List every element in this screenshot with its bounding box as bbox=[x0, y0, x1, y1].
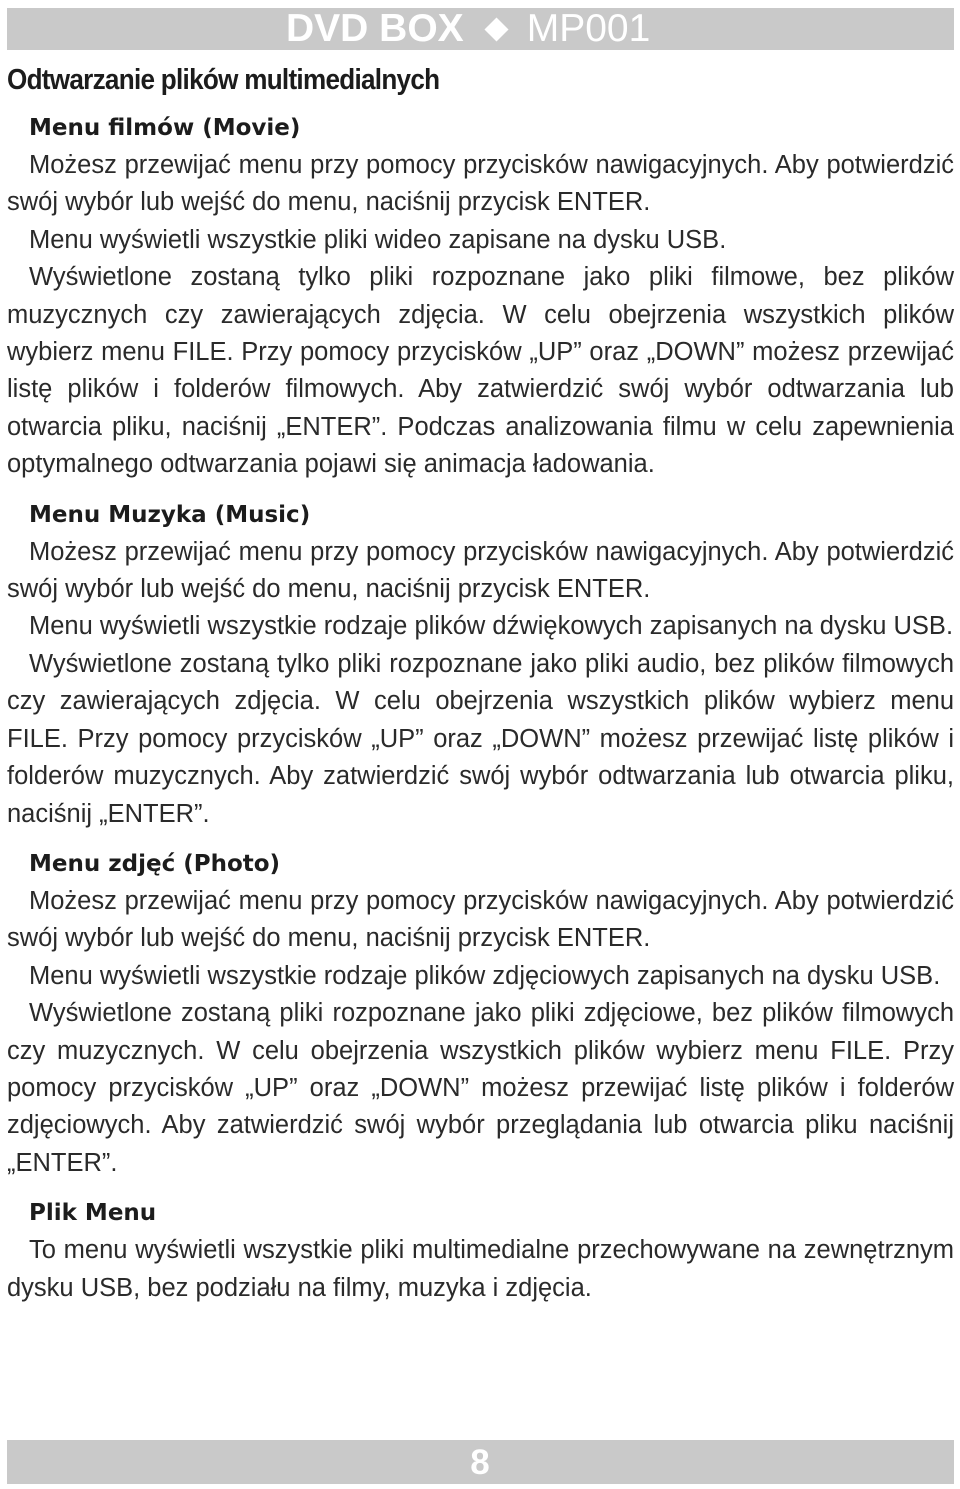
spacer bbox=[7, 833, 954, 846]
paragraph: Możesz przewijać menu przy pomocy przycisków nawigacyjnych. Aby potwierdzić swój wybór lub wejść do menu, naciśnij przycisk ENTER. bbox=[7, 151, 954, 217]
section-heading: Menu zdjęć (Photo) bbox=[29, 850, 281, 877]
page-number: 8 bbox=[470, 1443, 490, 1482]
content bbox=[7, 110, 954, 1307]
section-file bbox=[7, 1195, 954, 1307]
page-title: Odtwarzanie plików multimedialnych bbox=[7, 64, 440, 96]
section-photo bbox=[7, 846, 954, 1182]
section-music bbox=[7, 497, 954, 833]
spacer bbox=[7, 1182, 954, 1195]
brand-name: DVD BOX bbox=[286, 7, 464, 50]
diamond-icon bbox=[484, 17, 508, 41]
paragraph: Wyświetlone zostaną pliki rozpoznane jako pliki zdjęciowe, bez plików filmowych czy muzycznych. W celu obejrzenia wszystkich plików wybierz menu FILE. Przy pomocy przycisków „UP” oraz „DOWN” możesz przewijać listę plików i folderów zdjęciowych. Aby zatwierdzić swój wybór przeglądania lub otwarcia pliku naciśnij „ENTER”. bbox=[7, 999, 954, 1177]
paragraph: Możesz przewijać menu przy pomocy przycisków nawigacyjnych. Aby potwierdzić swój wybór lub wejść do menu, naciśnij przycisk ENTER. bbox=[7, 886, 954, 953]
paragraph: To menu wyświetli wszystkie pliki multimedialne przechowywane na zewnętrznym dysku USB, bez podziału na filmy, muzyka i zdjęcia. bbox=[7, 1236, 954, 1302]
section-heading: Plik Menu bbox=[29, 1200, 157, 1227]
paragraph: Menu wyświetli wszystkie rodzaje plików dźwiękowych zapisanych na dysku USB. bbox=[29, 612, 954, 641]
paragraph: Menu wyświetli wszystkie rodzaje plików zdjęciowych zapisanych na dysku USB. bbox=[29, 961, 941, 990]
paragraph: Wyświetlone zostaną tylko pliki rozpoznane jako pliki audio, bez plików filmowych czy zawierających zdjęcia. W celu obejrzenia wszystkich plików wybierz menu FILE. Przy pomocy przycisków „UP” oraz „DOWN” możesz przewijać listę plików i folderów muzycznych. Aby zatwierdzić swój wybór odtwarzania lub otwarcia pliku, naciśnij „ENTER”. bbox=[7, 649, 954, 828]
model-number: MP001 bbox=[526, 7, 651, 50]
header-title bbox=[286, 8, 650, 50]
spacer bbox=[7, 484, 954, 497]
paragraph: Wyświetlone zostaną tylko pliki rozpoznane jako pliki filmowe, bez plików muzycznych czy zawierających zdjęcia. W celu obejrzenia wszystkich plików wybierz menu FILE. Przy pomocy przycisków „UP” oraz „DOWN” możesz przewijać listę plików i folderów filmowych. Aby zatwierdzić swój wybór odtwarzania lub otwarcia pliku, naciśnij „ENTER”. Podczas analizowania filmu w celu zapewnienia optymalnego odtwarzania pojawi się animacja ładowania. bbox=[7, 263, 954, 479]
section-movie bbox=[7, 110, 954, 484]
section-heading: Menu Muzyka (Music) bbox=[29, 501, 311, 528]
paragraph: Menu wyświetli wszystkie pliki wideo zapisane na dysku USB. bbox=[29, 225, 727, 254]
paragraph: Możesz przewijać menu przy pomocy przycisków nawigacyjnych. Aby potwierdzić swój wybór lub wejść do menu, naciśnij przycisk ENTER. bbox=[7, 537, 954, 604]
section-heading: Menu filmów (Movie) bbox=[29, 115, 301, 141]
